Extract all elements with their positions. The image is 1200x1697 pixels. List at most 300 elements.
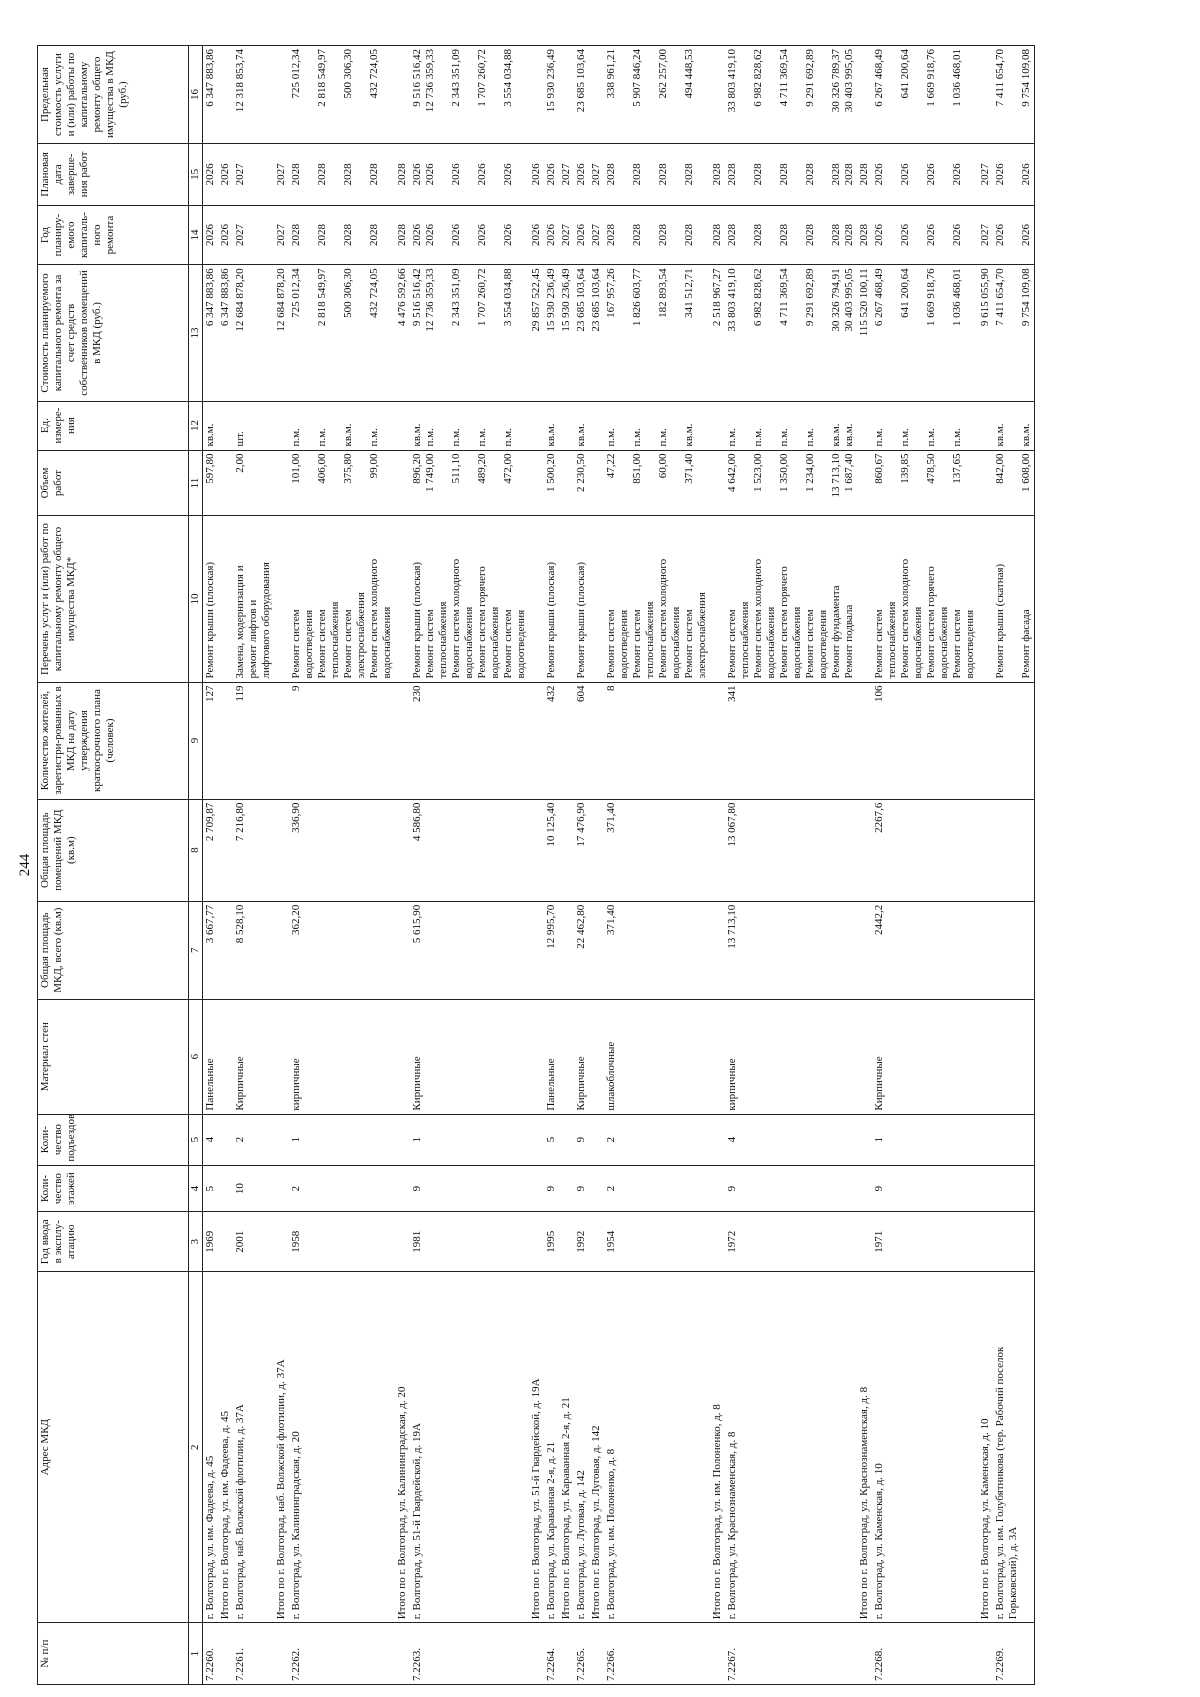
max-cost-item: 6 347 883,86 [204,49,216,107]
premises-area [559,799,574,901]
unit [395,401,410,450]
works-list-item [1007,520,1020,679]
work-volume-item [858,454,871,513]
work-volume-item: 860,67 [873,453,885,484]
row-number: 7.2261. [233,1623,274,1685]
works-list-item [711,520,724,679]
repair-cost [233,265,274,401]
wall-material: Кирпичные [574,999,589,1114]
premises-area [589,799,604,901]
repair-cost-item [1007,268,1020,397]
due-date [559,144,574,206]
works-list-item: Ремонт систем холодного водоснабжения [450,558,475,679]
due-date-item: 2026 [575,163,587,186]
unit-item [1007,405,1020,447]
repair-year-item: 2028 [396,224,408,247]
repair-year [289,205,395,265]
repair-cost-item: 1 707 260,72 [476,268,488,327]
entrances-count [395,1114,410,1165]
total-area [589,901,604,999]
year-built [978,1212,993,1272]
due-date-item: 2028 [711,163,723,186]
residents-count: 341 [725,682,857,799]
work-volume [410,450,529,516]
address-item: г. Волгоград, ул. им. Фадеева, д. 45 [204,1455,216,1620]
works-list-item: Ремонт систем горячего водоснабжения [778,566,803,679]
unit-item [858,405,871,447]
wall-material [857,999,872,1114]
unit-item: п.м. [450,428,462,447]
repair-year [218,205,233,265]
column-number: 14 [189,205,203,265]
due-date [993,144,1035,206]
due-date-item: 2027 [590,163,602,186]
address-item: г. Волгоград, ул. Каменская, д. 10 [873,1463,885,1620]
works-list-item: Ремонт систем горячего водоснабжения [925,566,950,679]
work-volume-item: 371,40 [683,453,695,484]
floors-count [218,1165,233,1212]
max-cost-item: 15 930 236,49 [545,49,557,113]
repair-year [529,205,544,265]
repair-cost [710,265,725,401]
total-area: 8 528,10 [233,901,274,999]
repair-year-item: 2028 [830,224,842,247]
repair-year-item: 2026 [873,224,885,247]
column-header: Плановая дата заверше-ния работ [38,144,189,206]
repair-year-item: 2026 [530,224,542,247]
work-volume-item: 842,00 [994,453,1006,484]
residents-count: 119 [233,682,274,799]
unit [233,401,274,450]
max-cost-item: 7 411 654,70 [994,49,1006,107]
entrances-count: 1 [289,1114,395,1165]
repair-cost [978,265,993,401]
works-list [529,516,544,682]
max-cost-item [530,49,543,140]
address [289,1272,395,1623]
repair-cost [993,265,1035,401]
repair-cost [395,265,410,401]
max-cost-item: 33 803 419,10 [726,49,738,113]
repair-cost-item: 7 411 654,70 [994,268,1006,326]
total-area: 371,40 [604,901,710,999]
due-date [872,144,978,206]
repair-cost-item: 15 930 236,49 [560,268,572,332]
due-date-item: 2026 [219,163,231,186]
works-list-item: Ремонт систем горячего водоснабжения [476,566,501,679]
address-item: Итого по г. Волгоград, ул. Калининградская, д. 20 [396,1386,408,1620]
max-cost [559,46,574,144]
works-list [710,516,725,682]
due-date-item: 2028 [830,163,842,186]
wall-material [218,999,233,1114]
unit-item: п.м. [605,428,617,447]
due-date-item: 2028 [752,163,764,186]
address [604,1272,710,1623]
unit [529,401,544,450]
due-date-item: 2028 [368,163,380,186]
work-volume [589,450,604,516]
row-number [857,1623,872,1685]
due-date [978,144,993,206]
table-row [993,46,1035,1685]
due-date-item: 2028 [804,163,816,186]
premises-area [274,799,289,901]
repair-cost-item: 432 724,05 [368,268,380,318]
due-date [289,144,395,206]
residents-count [529,682,544,799]
work-volume-item: 1 749,00 [424,453,436,493]
column-number: 16 [189,46,203,144]
works-list-item: Ремонт систем теплоснабжения [631,601,656,679]
floors-count: 9 [872,1165,978,1212]
year-built: 1981 [410,1212,529,1272]
entrances-count: 4 [203,1114,219,1165]
work-volume-item: 1 500,20 [545,453,557,493]
year-built [218,1212,233,1272]
max-cost-item: 4 711 369,54 [778,49,790,107]
residents-count: 106 [872,682,978,799]
year-built [559,1212,574,1272]
unit [574,401,589,450]
repair-cost-item: 6 347 883,86 [204,268,216,327]
year-built: 1972 [725,1212,857,1272]
repair-year-item: 2028 [316,224,328,247]
works-list [857,516,872,682]
works-list [559,516,574,682]
max-cost-item: 338 961,21 [605,49,617,99]
unit-item [275,405,288,447]
due-date-item: 2028 [683,163,695,186]
due-date-item: 2026 [994,163,1006,186]
works-list-item: Ремонт систем электроснабжения [342,592,367,679]
total-row [395,46,410,1685]
address-item: г. Волгоград, ул. Краснознаменская, д. 8 [726,1431,738,1620]
max-cost-item: 432 724,05 [368,49,380,99]
repair-year-item: 2026 [925,224,937,247]
unit-item [219,405,232,447]
repair-cost-item: 9 615 055,90 [979,268,991,327]
works-list-item: Ремонт систем водоотведения [502,609,527,679]
work-volume [203,450,219,516]
repair-cost-item: 12 684 878,20 [234,268,246,332]
works-list-item [979,520,992,679]
column-number: 2 [189,1272,203,1623]
work-volume-item [979,454,992,513]
total-row [274,46,289,1685]
address [872,1272,978,1623]
work-volume-item [275,454,288,513]
page-number: 244 [17,853,33,877]
address [203,1272,219,1623]
due-date-item: 2028 [290,163,302,186]
max-cost-item: 12 736 359,33 [424,49,436,113]
unit [559,401,574,450]
unit-item: кв.м. [830,423,842,447]
floors-count: 2 [604,1165,710,1212]
unit-item: п.м. [925,428,937,447]
works-list-item: Ремонт крыши (плоская) [575,561,587,679]
repair-cost [589,265,604,401]
repair-cost-item: 6 267 468,49 [873,268,885,327]
entrances-count [710,1114,725,1165]
column-header: Количество жителей, зарегистри-рованных в МКД на дату утверждения краткосрочного плана (человек) [38,682,189,799]
due-date [857,144,872,206]
year-built [529,1212,544,1272]
residents-count [559,682,574,799]
address-item: г. Волгоград, ул. им. Голубятникова (тер. Рабочий поселок [994,1346,1006,1620]
work-volume-item [711,454,724,513]
premises-area: 371,40 [604,799,710,901]
premises-area [529,799,544,901]
due-date [410,144,529,206]
repair-year-item: 2026 [450,224,462,247]
due-date-item: 2026 [204,163,216,186]
max-cost-item: 6 267 468,49 [873,49,885,107]
column-header: Объем работ [38,450,189,516]
total-area [710,901,725,999]
works-list-item: Ремонт систем электроснабжения [683,592,708,679]
max-cost-item: 725 012,34 [290,49,302,99]
works-list-item: Ремонт систем теплоснабжения [424,601,449,679]
year-built [589,1212,604,1272]
floors-count: 2 [289,1165,395,1212]
premises-area: 17 476,90 [574,799,589,901]
unit-item: п.м. [316,428,328,447]
due-date [725,144,857,206]
repair-year [710,205,725,265]
work-volume-item: 1 523,00 [752,453,764,493]
max-cost [725,46,857,144]
due-date-item: 2027 [979,163,991,186]
column-number: 3 [189,1212,203,1272]
column-header: Материал стен [38,999,189,1114]
premises-area [978,799,993,901]
repair-year [872,205,978,265]
residents-count [218,682,233,799]
total-row [559,46,574,1685]
due-date-item: 2028 [843,163,855,186]
unit-item: п.м. [778,428,790,447]
max-cost-item: 1 669 918,76 [925,49,937,107]
max-cost-item [590,49,603,140]
floors-count [993,1165,1035,1212]
table-row [574,46,589,1685]
max-cost-item: 494 448,53 [683,49,695,99]
entrances-count: 1 [872,1114,978,1165]
max-cost [274,46,289,144]
works-list-item [530,520,543,679]
work-volume-item [560,454,573,513]
repair-cost [574,265,589,401]
works-list [544,516,559,682]
repair-cost-item: 23 685 103,64 [590,268,602,332]
works-list-item: Ремонт систем теплоснабжения [316,601,341,679]
wall-material [395,999,410,1114]
max-cost [857,46,872,144]
entrances-count [589,1114,604,1165]
repair-year [574,205,589,265]
repair-cost [410,265,529,401]
works-list-item [396,520,409,679]
repair-cost-item: 500 306,30 [342,268,354,318]
address [544,1272,559,1623]
works-list [289,516,395,682]
table-row [203,46,219,1685]
repair-cost-item: 1 036 468,01 [951,268,963,327]
address [559,1272,574,1623]
unit [857,401,872,450]
repair-year-item: 2028 [657,224,669,247]
work-volume [978,450,993,516]
repair-year-item: 2026 [545,224,557,247]
wall-material: Панельные [544,999,559,1114]
total-area: 2442,2 [872,901,978,999]
unit-item: п.м. [290,428,302,447]
entrances-count [993,1114,1035,1165]
row-number [529,1623,544,1685]
max-cost-item [560,49,573,140]
column-number: 8 [189,799,203,901]
work-volume-item: 137,65 [951,453,963,484]
repair-year-item: 2028 [683,224,695,247]
row-number [710,1623,725,1685]
work-volume-item: 2,00 [234,453,246,473]
column-number: 5 [189,1114,203,1165]
total-area: 362,20 [289,901,395,999]
unit-item: п.м. [752,428,764,447]
works-list-item: Ремонт систем холодного водоснабжения [657,558,682,679]
repair-cost [529,265,544,401]
floors-count [857,1165,872,1212]
repair-year-item: 2028 [778,224,790,247]
repair-year [203,205,219,265]
column-header: Коли-чество этажей [38,1165,189,1212]
max-cost [710,46,725,144]
wall-material: Кирпичные [872,999,978,1114]
repair-year-item: 2026 [994,224,1006,247]
repair-cost-item: 12 736 359,33 [424,268,436,332]
wall-material [274,999,289,1114]
rotated-page [15,45,1185,1685]
repair-cost-item: 6 982 828,62 [752,268,764,327]
wall-material [993,999,1035,1114]
premises-area: 2 709,87 [203,799,219,901]
max-cost-item: 9 516 516,42 [411,49,423,107]
due-date-item: 2026 [1020,163,1032,186]
unit-item: кв.м. [1020,423,1032,447]
due-date-item: 2026 [873,163,885,186]
work-volume [274,450,289,516]
unit-item: п.м. [899,428,911,447]
entrances-count: 2 [233,1114,274,1165]
repair-cost-item: 23 685 103,64 [575,268,587,332]
repair-year [978,205,993,265]
repair-year-item: 2027 [275,224,287,247]
unit-item: п.м. [476,428,488,447]
repair-year [395,205,410,265]
works-list-item: Ремонт подвала [843,604,855,679]
repair-cost-item: 1 669 918,76 [925,268,937,327]
max-cost-item [979,49,992,140]
works-list-item [858,520,871,679]
address [857,1272,872,1623]
unit-item [590,405,603,447]
max-cost [604,46,710,144]
max-cost-item: 2 818 549,97 [316,49,328,107]
work-volume-item [219,454,232,513]
table-row [544,46,559,1685]
works-list-item: Замена, модернизация и ремонт лифтов и лифтового оборудования [234,562,272,679]
unit-item: кв.м. [994,423,1006,447]
works-list-item: Ремонт систем водоотведения [605,609,630,679]
repair-cost-item: 6 347 883,86 [219,268,231,327]
works-list [872,516,978,682]
table-row [604,46,710,1685]
works-list [233,516,274,682]
repair-year [993,205,1035,265]
column-header: Год планиру-емого капиталь-ного ремонта [38,205,189,265]
repair-cost-item: 3 554 034,88 [502,268,514,327]
max-cost [544,46,559,144]
premises-area [993,799,1035,901]
repair-year-item: 2027 [560,224,572,247]
due-date-item: 2028 [657,163,669,186]
address-item: г. Волгоград, ул. Караванная 2-я, д. 21 [545,1441,557,1620]
residents-count: 230 [410,682,529,799]
repair-cost-item: 30 403 995,05 [843,268,855,332]
work-volume-item: 489,20 [476,453,488,484]
due-date [274,144,289,206]
table-row [233,46,274,1685]
max-cost-item: 1 036 468,01 [951,49,963,107]
column-header: Перечень услуг и (или) работ по капитальному ремонту общего имущества МКД* [38,516,189,682]
repair-cost-item: 4 711 369,54 [778,268,790,326]
due-date-item: 2027 [560,163,572,186]
works-list-item: Ремонт фасада [1020,609,1032,679]
unit-item [530,405,543,447]
work-volume [218,450,233,516]
due-date [544,144,559,206]
year-built: 1995 [544,1212,559,1272]
works-list [274,516,289,682]
column-header: Адрес МКД [38,1272,189,1623]
due-date [604,144,710,206]
column-number: 6 [189,999,203,1114]
year-built [395,1212,410,1272]
work-volume [857,450,872,516]
work-volume-item: 406,00 [316,453,328,484]
address [410,1272,529,1623]
unit-item: кв.м. [683,423,695,447]
work-volume-item: 511,10 [450,453,462,484]
total-area [857,901,872,999]
work-volume-item: 851,00 [631,453,643,484]
address-item: г. Волгоград, ул. им. Полоненко, д. 8 [605,1448,617,1620]
year-built [993,1212,1035,1272]
row-number: 7.2264. [544,1623,559,1685]
max-cost-item [275,49,288,140]
unit-item [979,405,992,447]
work-volume-item: 13 713,10 [830,453,842,498]
repair-cost-item: 9 754 109,08 [1020,268,1032,327]
works-list-item [560,520,573,679]
entrances-count [274,1114,289,1165]
works-list-item: Ремонт систем водоотведения [804,609,829,679]
repair-year-item: 2026 [204,224,216,247]
works-list [993,516,1035,682]
max-cost-item [858,49,871,140]
